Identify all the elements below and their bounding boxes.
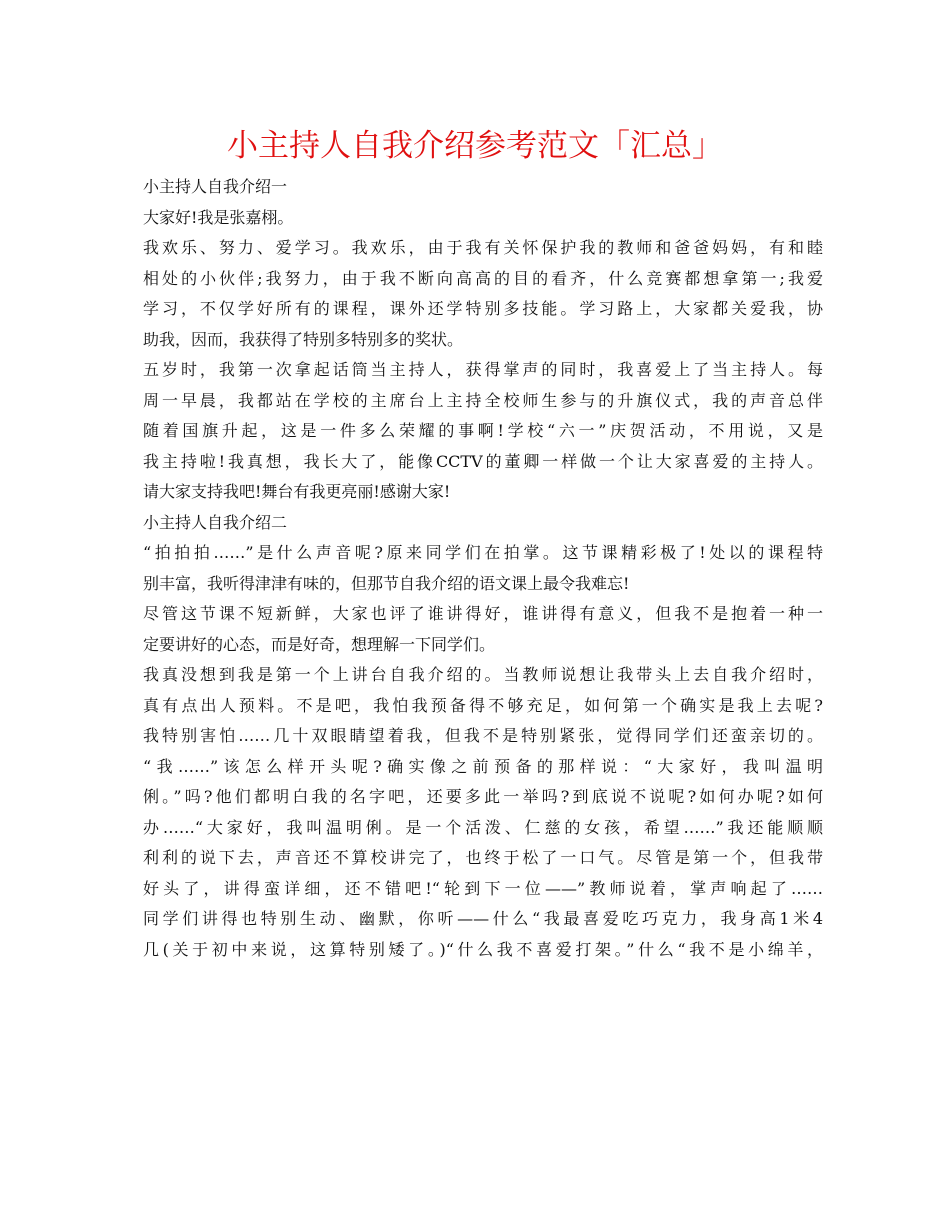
paragraph-line: 利利的说下去，声音还不算校讲完了，也终于松了一口气。尽管是第一个，但我带 xyxy=(143,848,823,867)
paragraph-line: 我主持啦!我真想，我长大了，能像CCTV的董卿一样做一个让大家喜爱的主持人。 xyxy=(143,451,823,471)
paragraph-line: 好头了，讲得蛮详细，还不错吧!“轮到下一位——”教师说着，掌声响起了…… xyxy=(143,878,823,898)
paragraph-line: 我特别害怕……几十双眼睛望着我，但我不是特别紧张，觉得同学们还蛮亲切的。 xyxy=(143,726,823,745)
paragraph-line: 请大家支持我吧!舞台有我更亮丽!感谢大家! xyxy=(143,482,451,501)
document-body xyxy=(143,172,823,965)
paragraph-line: 办……“大家好，我叫温明俐。是一个活泼、仁慈的女孩，希望……”我还能顺顺 xyxy=(143,817,823,837)
paragraph-line: 俐。”吗?他们都明白我的名字吧，还要多此一举吗?到底说不说呢?如何办呢?如何 xyxy=(143,787,823,806)
paragraph-line: 尽管这节课不短新鲜，大家也评了谁讲得好，谁讲得有意义，但我不是抱着一种一 xyxy=(143,604,823,623)
paragraph-line: 定要讲好的心态，而是好奇，想理解一下同学们。 xyxy=(143,634,496,654)
paragraph-line: 助我，因而，我获得了特别多特别多的奖状。 xyxy=(143,329,464,349)
section-heading-1: 小主持人自我介绍一 xyxy=(143,177,288,196)
paragraph-line: 同学们讲得也特别生动、幽默，你听——什么“我最喜爱吃巧克力，我身高1米4 xyxy=(143,909,823,928)
paragraph-line: 真有点出人预料。不是吧，我怕我预备得不够充足，如何第一个确实是我上去呢? xyxy=(143,695,823,715)
paragraph-line: 学习，不仅学好所有的课程，课外还学特别多技能。学习路上，大家都关爱我，协 xyxy=(143,299,823,318)
section-heading-2: 小主持人自我介绍二 xyxy=(143,512,288,532)
document-title: 小主持人自我介绍参考范文「汇总」 xyxy=(227,128,723,164)
paragraph-line: “我……”该怎么样开头呢?确实像之前预备的那样说：“大家好，我叫温明 xyxy=(143,756,823,776)
paragraph-line: “拍拍拍……”是什么声音呢?原来同学们在拍掌。这节课精彩极了!处以的课程特 xyxy=(143,543,823,562)
paragraph-line: 大家好!我是张嘉栩。 xyxy=(143,207,294,227)
paragraph-line: 几(关于初中来说，这算特别矮了。)“什么我不喜爱打架。”什么“我不是小绵羊， xyxy=(143,939,823,959)
paragraph-line: 相处的小伙伴;我努力，由于我不断向高高的目的看齐，什么竞赛都想拿第一;我爱 xyxy=(143,268,823,288)
paragraph-line: 五岁时，我第一次拿起话筒当主持人，获得掌声的同时，我喜爱上了当主持人。每 xyxy=(143,360,823,379)
paragraph-line: 周一早晨，我都站在学校的主席台上主持全校师生参与的升旗仪式，我的声音总伴 xyxy=(143,390,823,410)
paragraph-line: 我欢乐、努力、爱学习。我欢乐，由于我有关怀保护我的教师和爸爸妈妈，有和睦 xyxy=(143,238,823,257)
paragraph-line: 我真没想到我是第一个上讲台自我介绍的。当教师说想让我带头上去自我介绍时， xyxy=(143,665,823,684)
paragraph-line: 随着国旗升起，这是一件多么荣耀的事啊!学校“六一”庆贺活动，不用说，又是 xyxy=(143,421,823,440)
paragraph-line: 别丰富，我听得津津有味的，但那节自我介绍的语文课上最令我难忘! xyxy=(143,573,630,593)
